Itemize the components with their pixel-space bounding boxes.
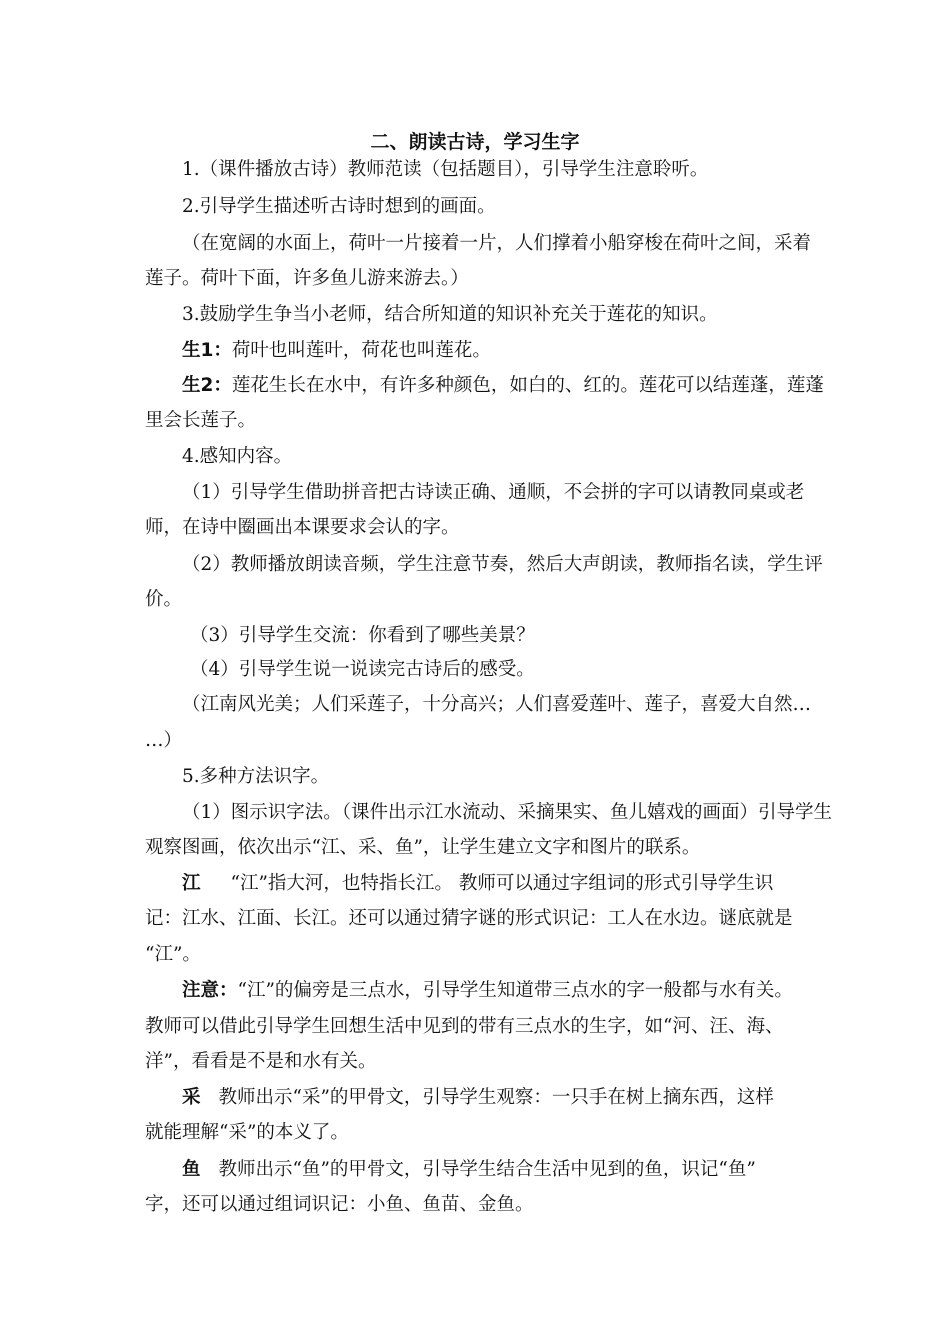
- paragraph-4: 3.鼓励学生争当小老师，结合所知道的知识补充关于莲花的知识。: [182, 304, 718, 325]
- paragraph-6-line-2: 师，在诗中圈画出本课要求会认的字。: [145, 517, 460, 538]
- yu-text: 教师出示“鱼”的甲骨文，引导学生结合生活中见到的鱼，识记“鱼”: [218, 1159, 756, 1180]
- yu-line-2: 字，还可以通过组词识记：小鱼、鱼苗、金鱼。: [145, 1194, 534, 1215]
- paragraph-8: （3）引导学生交流：你看到了哪些美景？: [190, 625, 535, 646]
- cai-text: 教师出示“采”的甲骨文，引导学生观察：一只手在树上摘东西，这样: [218, 1087, 774, 1108]
- student-2-label: 生2：: [182, 375, 232, 396]
- paragraph-12-line-2: 观察图画，依次出示“江、采、鱼”，让学生建立文字和图片的联系。: [145, 837, 701, 858]
- paragraph-6-line-1: （1）引导学生借助拼音把古诗读正确、通顺，不会拼的字可以请教同桌或老: [182, 482, 805, 503]
- cai-line-1: [182, 1087, 774, 1109]
- student-1-label: 生1：: [182, 340, 232, 361]
- paragraph-12-line-1: （1）图示识字法。（课件出示江水流动、采摘果实、鱼儿嬉戏的画面）引导学生: [182, 802, 833, 823]
- jiang-text: “江”指大河，也特指长江。 教师可以通过字组词的形式引导学生识: [230, 873, 774, 894]
- paragraph-11: 5.多种方法识字。: [182, 766, 330, 787]
- paragraph-3-line-2: 莲子。荷叶下面，许多鱼儿游来游去。）: [145, 268, 469, 289]
- char-yu: 鱼: [182, 1159, 201, 1180]
- paragraph-7-line-1: （2）教师播放朗读音频，学生注意节奏，然后大声朗读，教师指名读，学生评: [182, 554, 823, 575]
- note-line-2: 教师可以借此引导学生回想生活中见到的带有三点水的生字，如“河、汪、海、: [145, 1016, 784, 1037]
- paragraph-10-line-1: （江南风光美；人们采莲子，十分高兴；人们喜爱莲叶、莲子，喜爱大自然…: [182, 694, 812, 715]
- note-label: 注意：: [182, 980, 238, 1001]
- paragraph-7-line-2: 价。: [145, 589, 183, 610]
- section-title: 二、朗读古诗，学习生字: [370, 131, 580, 153]
- student-1-line: [182, 340, 491, 362]
- char-cai: 采: [182, 1087, 201, 1108]
- paragraph-9: （4）引导学生说一说读完古诗后的感受。: [190, 659, 535, 680]
- student-2-text: 莲花生长在水中，有许多种颜色，如白的、红的。莲花可以结莲蓬，莲蓬: [231, 375, 824, 396]
- paragraph-10-line-2: …）: [145, 730, 183, 751]
- cai-line-2: 就能理解“采”的本义了。: [145, 1122, 349, 1143]
- note-line-3: 洋”，看看是不是和水有关。: [145, 1051, 377, 1072]
- jiang-line-3: “江”。: [145, 944, 201, 965]
- paragraph-5: 4.感知内容。: [182, 446, 293, 467]
- paragraph-3-line-1: （在宽阔的水面上，荷叶一片接着一片，人们撑着小船穿梭在荷叶之间，采着: [182, 233, 812, 254]
- jiang-line-2: 记：江水、江面、长江。还可以通过猜字谜的形式识记：工人在水边。谜底就是: [145, 908, 793, 929]
- paragraph-1: 1.（课件播放古诗）教师范读（包括题目），引导学生注意聆听。: [182, 159, 709, 180]
- note-line-1: [182, 980, 793, 1002]
- jiang-line-1: [182, 873, 773, 895]
- student-2-line-1: [182, 375, 824, 397]
- note-text: “江”的偏旁是三点水，引导学生知道带三点水的字一般都与水有关。: [237, 980, 793, 1001]
- student-1-text: 荷叶也叫莲叶，荷花也叫莲花。: [231, 340, 491, 361]
- paragraph-2: 2.引导学生描述听古诗时想到的画面。: [182, 196, 496, 217]
- yu-line-1: [182, 1159, 756, 1181]
- student-2-line-2: 里会长莲子。: [145, 410, 257, 431]
- char-jiang: 江: [182, 873, 201, 894]
